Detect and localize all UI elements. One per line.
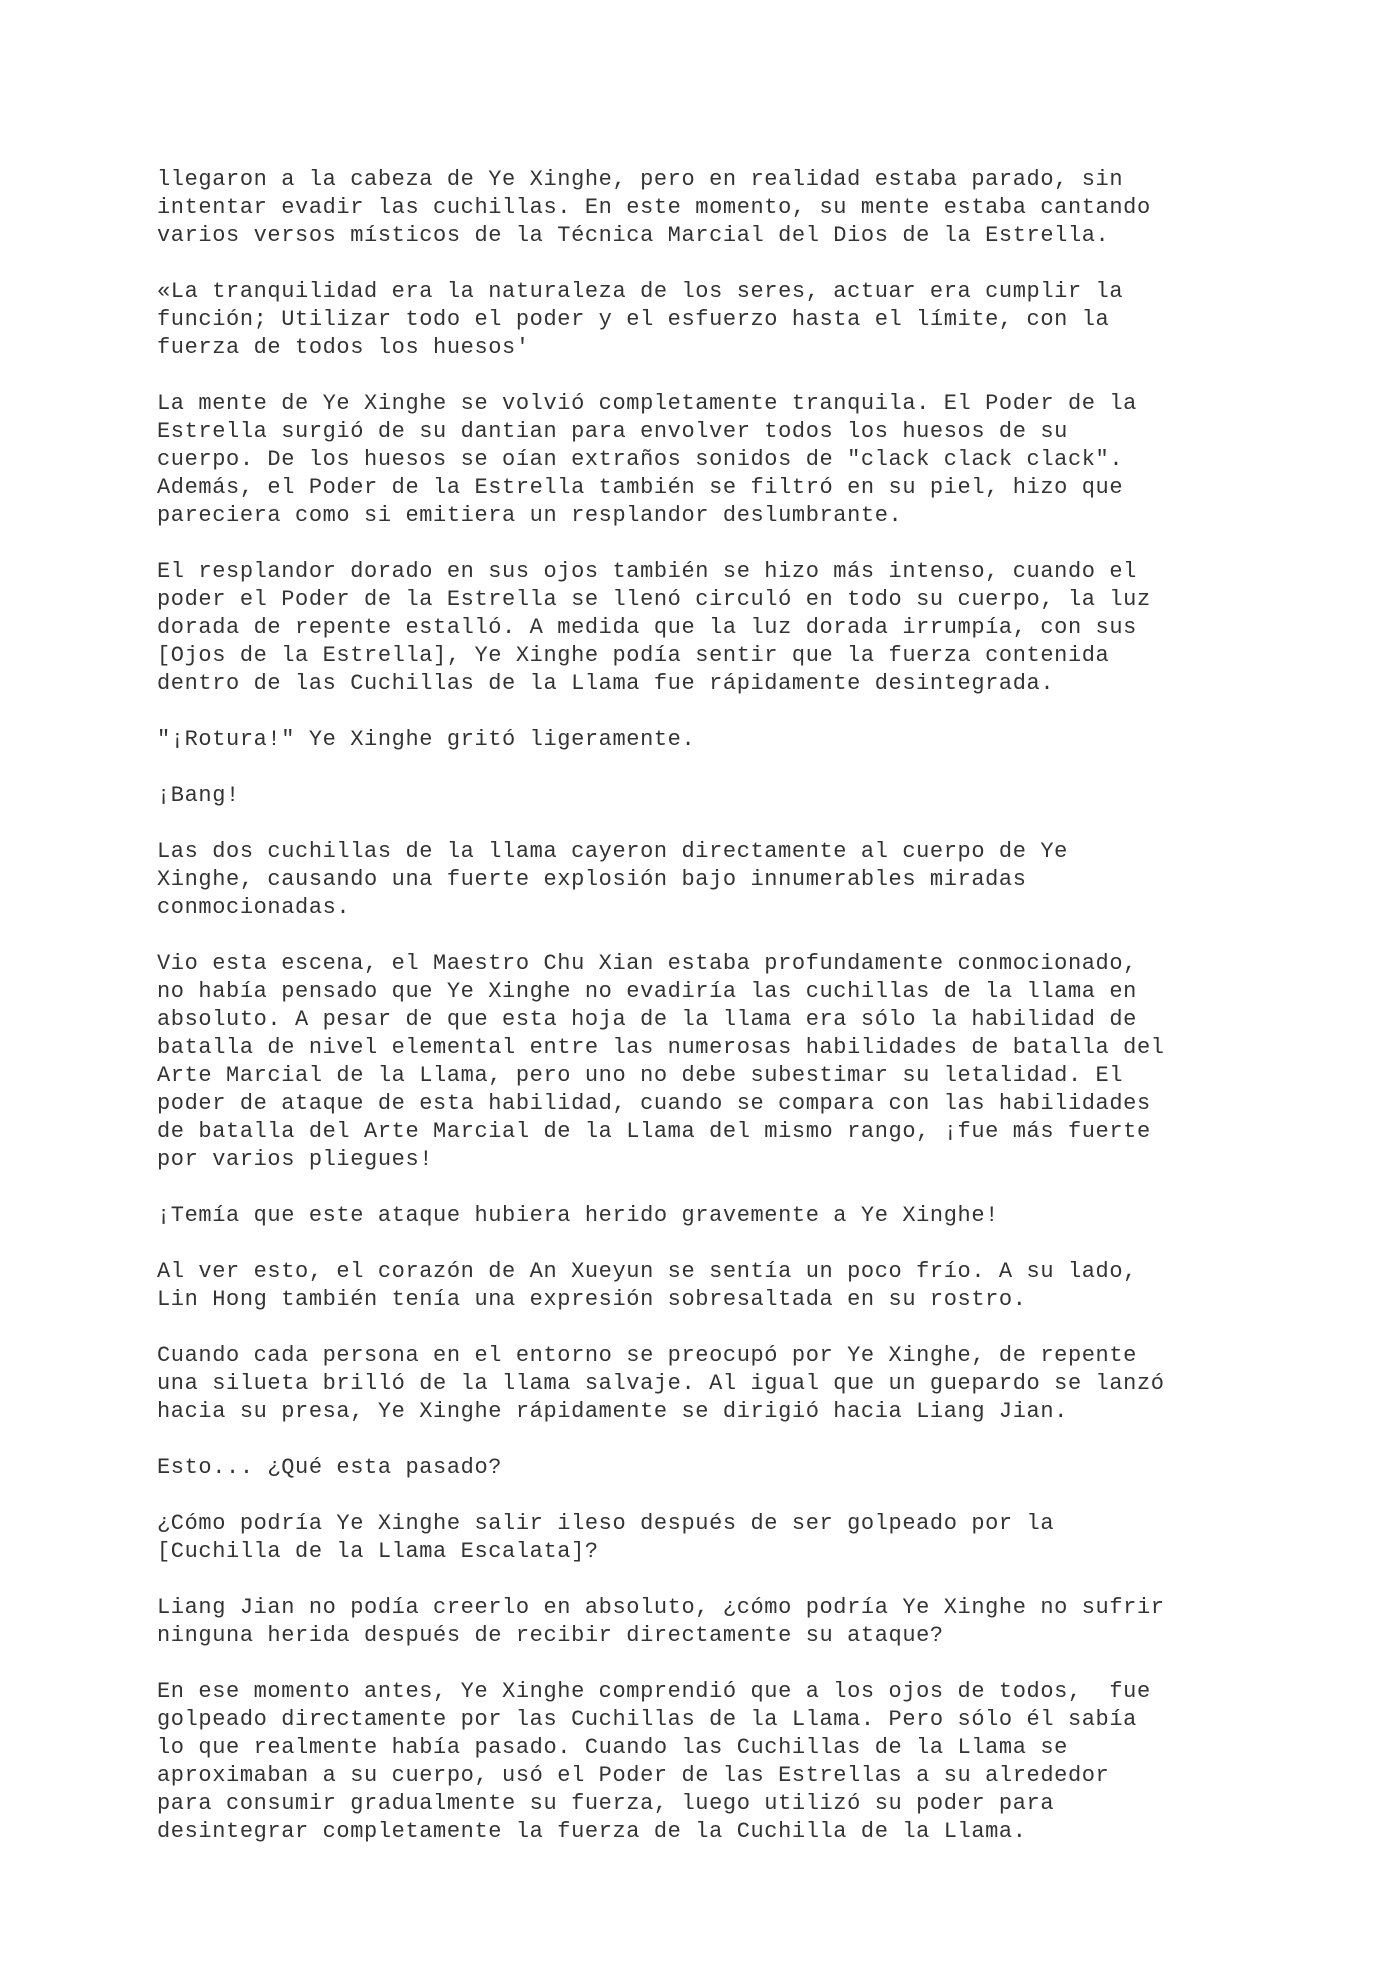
paragraph-10: Al ver esto, el corazón de An Xueyun se sentía un poco frío. A su lado, Lin Hong también tenía una expresión sobresaltada en su rostro. <box>157 1259 1137 1312</box>
paragraph-13: ¿Cómo podría Ye Xinghe salir ileso después de ser golpeado por la [Cuchilla de la Llama Escalata]? <box>157 1511 1055 1564</box>
paragraph-5: "¡Rotura!" Ye Xinghe gritó ligeramente. <box>157 727 696 752</box>
paragraph-8: Vio esta escena, el Maestro Chu Xian estaba profundamente conmocionado, no había pensado que Ye Xinghe no evadiría las cuchillas de la llama en absoluto. A pesar de que esta hoja de la llama era sólo la habilidad de batalla de nivel elemental entre las numerosas habilidades de batalla del Arte Marcial de la Llama, pero uno no debe subestimar su letalidad. El poder de ataque de esta habilidad, cuando se compara con las habilidades de batalla del Arte Marcial de la Llama del mismo rango, ¡fue más fuerte por varios pliegues! <box>157 951 1165 1172</box>
paragraph-15: En ese momento antes, Ye Xinghe comprendió que a los ojos de todos, fue golpeado directamente por las Cuchillas de la Llama. Pero sólo él sabía lo que realmente había pasado. Cuando las Cuchillas de la Llama se aproximaban a su cuerpo, usó el Poder de las Estrellas a su alrededor para consumir gradualmente su fuerza, luego utilizó su poder para desintegrar completamente la fuerza de la Cuchilla de la Llama. <box>157 1679 1151 1844</box>
paragraph-12: Esto... ¿Qué esta pasado? <box>157 1455 503 1480</box>
paragraph-7: Las dos cuchillas de la llama cayeron directamente al cuerpo de Ye Xinghe, causando una fuerte explosión bajo innumerables miradas conmocionadas. <box>157 839 1068 920</box>
paragraph-14: Liang Jian no podía creerlo en absoluto, ¿cómo podría Ye Xinghe no sufrir ninguna herida después de recibir directamente su ataque? <box>157 1595 1165 1648</box>
paragraph-11: Cuando cada persona en el entorno se preocupó por Ye Xinghe, de repente una silueta brilló de la llama salvaje. Al igual que un guepardo se lanzó hacia su presa, Ye Xinghe rápidamente se dirigió hacia Liang Jian. <box>157 1343 1165 1424</box>
paragraph-4: El resplandor dorado en sus ojos también se hizo más intenso, cuando el poder el Poder de la Estrella se llenó circuló en todo su cuerpo, la luz dorada de repente estalló. A medida que la luz dorada irrumpía, con sus [Ojos de la Estrella], Ye Xinghe podía sentir que la fuerza contenida dentro de las Cuchillas de la Llama fue rápidamente desintegrada. <box>157 559 1151 696</box>
paragraph-1: llegaron a la cabeza de Ye Xinghe, pero en realidad estaba parado, sin intentar evadir las cuchillas. En este momento, su mente estaba cantando varios versos místicos de la Técnica Marcial del Dios de la Estrella. <box>157 167 1151 248</box>
paragraph-2: «La tranquilidad era la naturaleza de los seres, actuar era cumplir la función; Utilizar todo el poder y el esfuerzo hasta el límite, con la fuerza de todos los huesos' <box>157 279 1124 360</box>
document-page <box>157 166 1277 1874</box>
paragraph-9: ¡Temía que este ataque hubiera herido gravemente a Ye Xinghe! <box>157 1203 999 1228</box>
paragraph-3: La mente de Ye Xinghe se volvió completamente tranquila. El Poder de la Estrella surgió de su dantian para envolver todos los huesos de su cuerpo. De los huesos se oían extraños sonidos de "clack clack clack". Además, el Poder de la Estrella también se filtró en su piel, hizo que pareciera como si emitiera un resplandor deslumbrante. <box>157 391 1137 528</box>
paragraph-6: ¡Bang! <box>157 783 240 808</box>
